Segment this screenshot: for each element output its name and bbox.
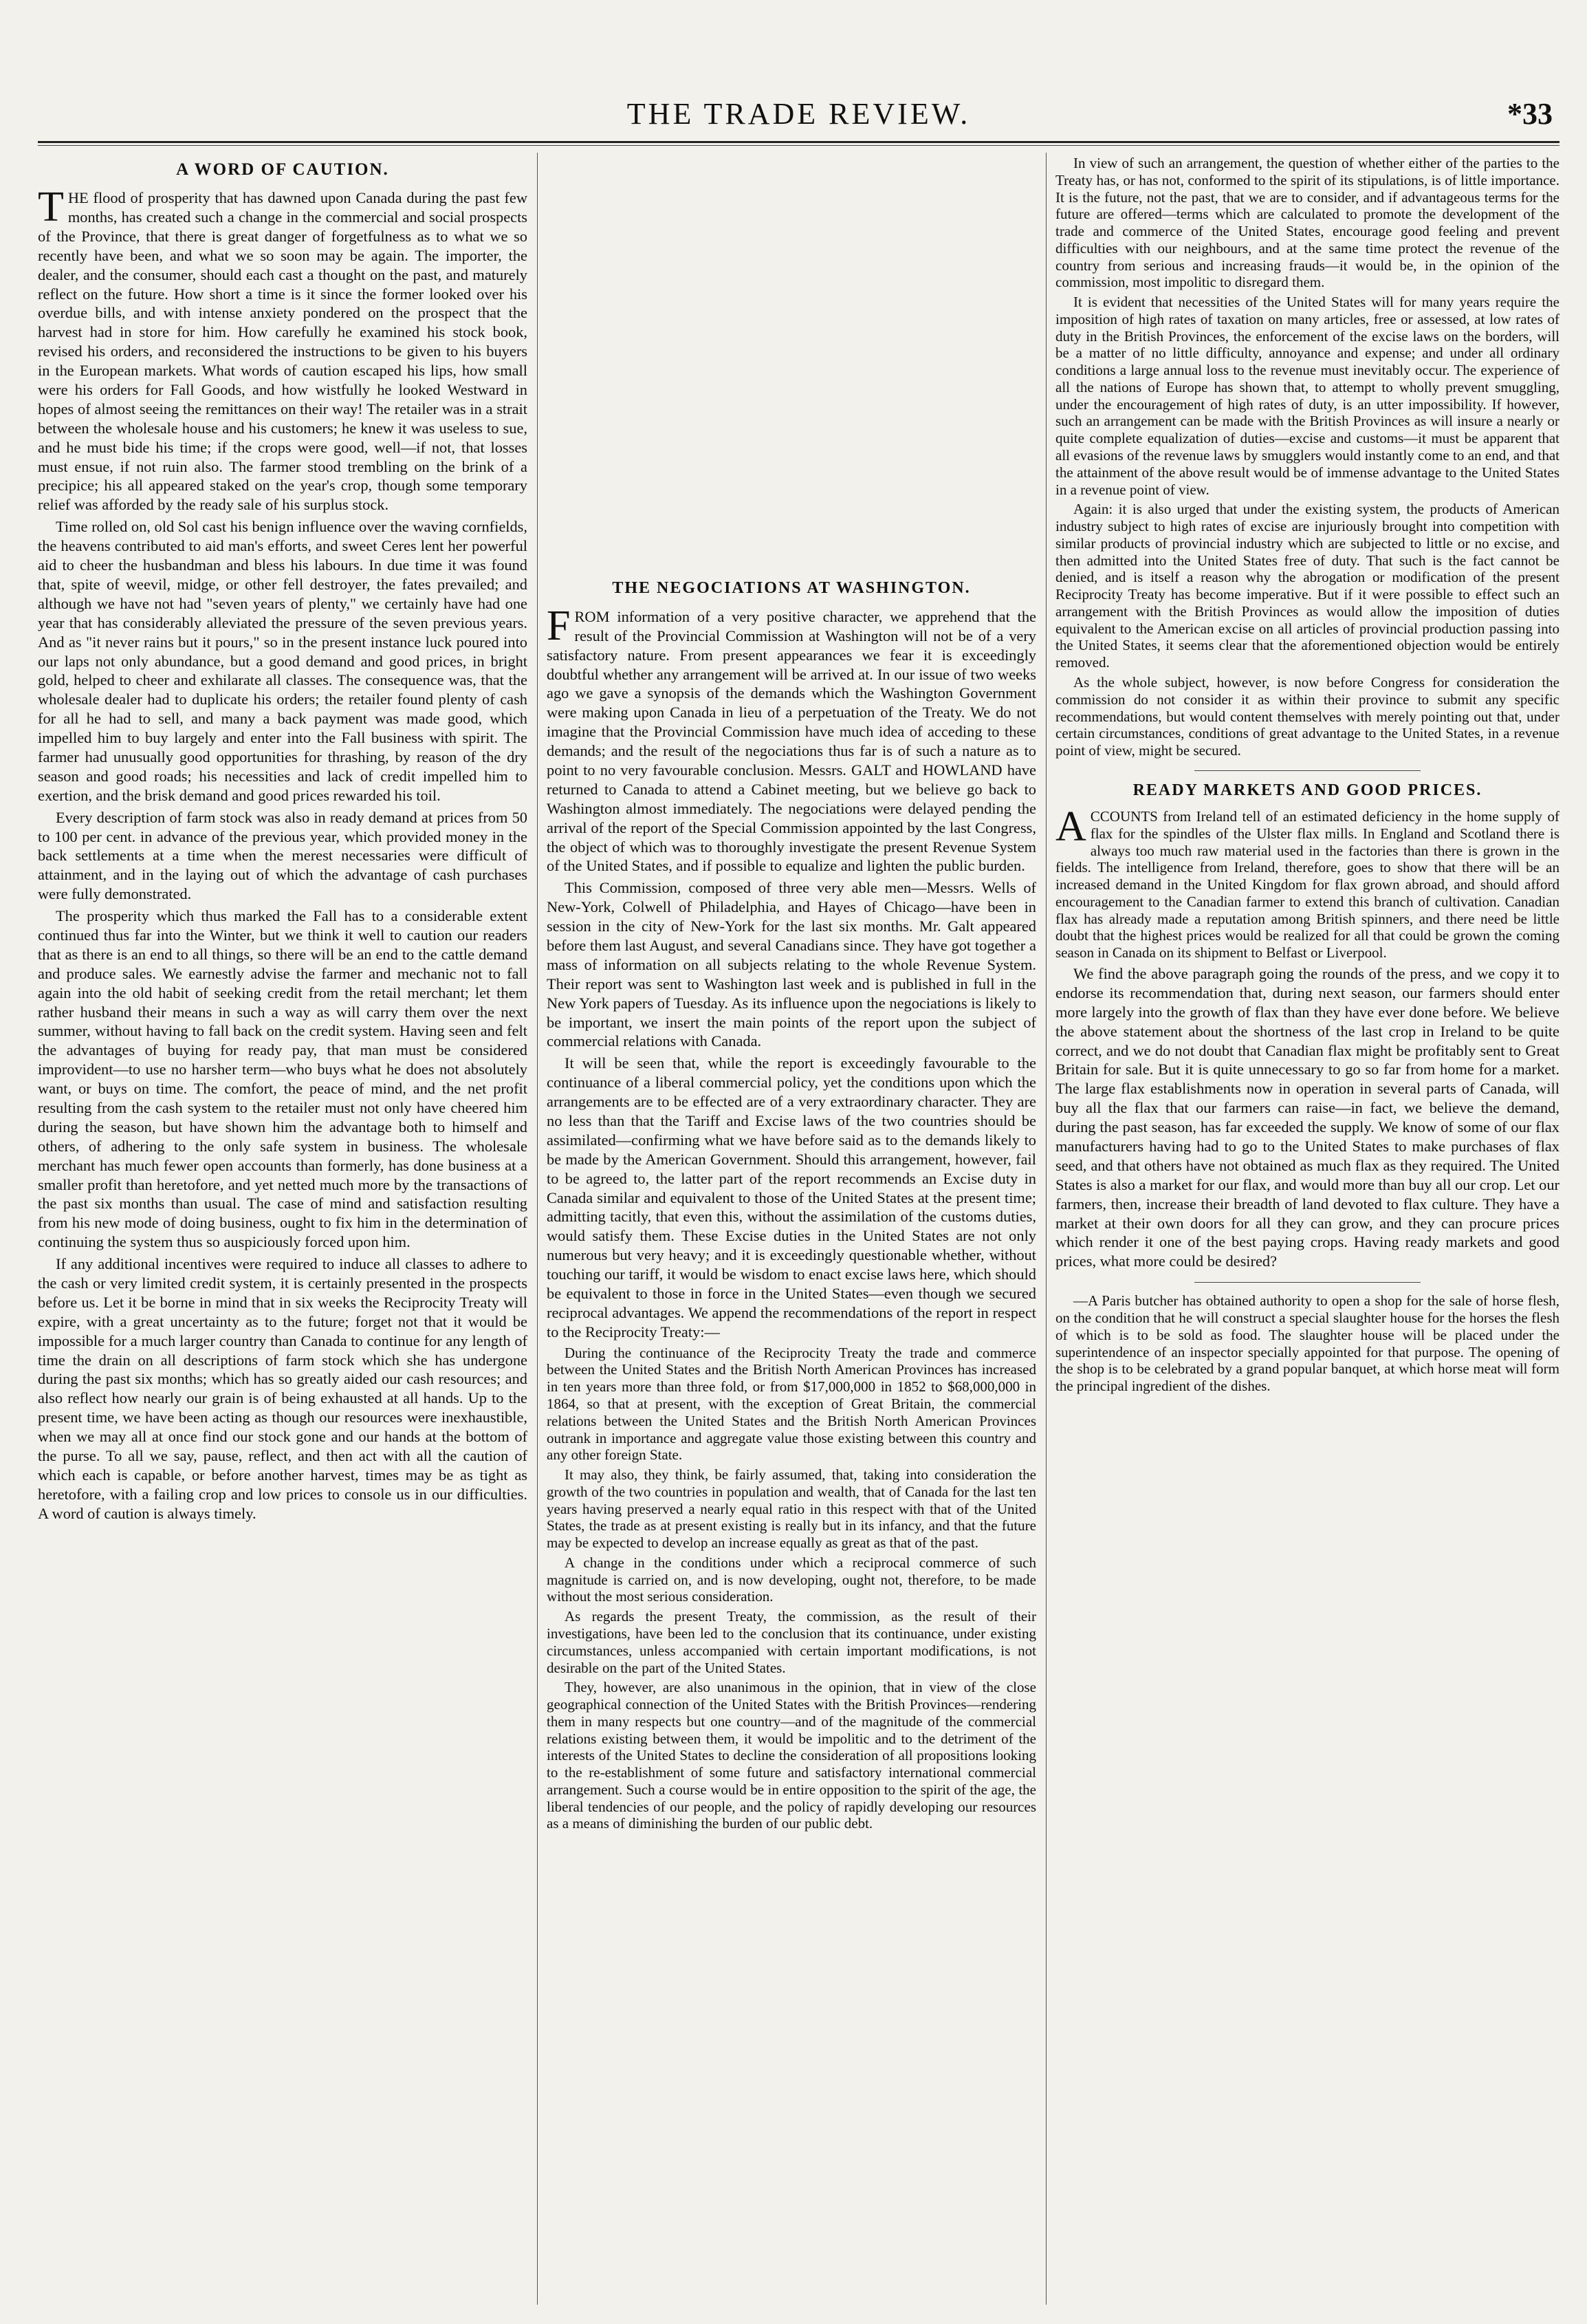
- drop-cap: F: [547, 602, 571, 649]
- article-paragraph: Every description of farm stock was also in ready demand at prices from 50 to 100 per cent. in advance of the previous year, which provided money in the back settlements at a time when the merest necessaries were difficult of attainment, and in the laying out of which the advantage of cash purchases were fully demonstrated.: [38, 808, 527, 903]
- page-header: [38, 96, 1559, 138]
- paragraph-text: ROM information of a very positive character, we apprehend that the result of the Provincial Commission at Washington will not be of a very satisfactory nature. From present appearances we fear it is exceedingly doubtful whether any arrangement will be arrived at. In our issue of two weeks ago we gave a synopsis of the demands which the Washington Government were making upon Canada in lieu of a perpetuation of the Treaty. We do not imagine that the Provincial Commission have much idea of acceding to these demands; and the result of the negociations thus far is of such a nature as to point to no very favourable conclusion. Messrs. GALT and HOWLAND have returned to Canada to attend a Cabinet meeting, but we believe go back to Washington almost immediately. The negociations were delayed pending the arrival of the report of the Special Commission appointed by the last Congress, the object of which was to thoroughly investigate the present Revenue System of the United States, and if possible to equalize and lighten the public burden.: [547, 607, 1036, 875]
- caution-continuation-space: [547, 155, 1036, 574]
- excerpt-paragraph: A change in the conditions under which a reciprocal commerce of such magnitude is carried on, and is now developing, ought not, therefore, to be made without the most serious consideration.: [547, 1554, 1036, 1605]
- excerpt-paragraph: As the whole subject, however, is now before Congress for consideration the commission do not consider it as within their province to submit any specific recommendations, but would content themselves with merely pointing out that, under certain circumstances, conditions of great advantage to the United States, in a revenue point of view, might be secured.: [1055, 673, 1559, 759]
- news-note: —A Paris butcher has obtained authority to open a shop for the sale of horse flesh, on the condition that he will construct a special slaughter house for the horses the flesh of which is to be sold as food. The slaughter house will be placed under the superintendence of an inspector specially appointed for that purpose. The opening of the shop is to be celebrated by a grand popular banquet, at which horse meat will form the principal ingredient of the dishes.: [1055, 1292, 1559, 1395]
- column-divider: [1046, 153, 1047, 2305]
- excerpt-paragraph: Again: it is also urged that under the existing system, the products of American industry subject to high rates of excise are injuriously brought into competition with similar products of provincial industry which are subjected to little or no excise, and then admitted into the United States free of duty. That such is the fact cannot be denied, and is itself a reason why the abrogation or modification of the present Reciprocity Treaty has become imperative. But if it were possible to effect such an arrangement with the British Provinces as would allow the imposition of duties equivalent to the American excise on all articles of provincial production passing into the United States, it seems clear that the aforementioned objection would be entirely removed.: [1055, 501, 1559, 671]
- article-title-markets: READY MARKETS AND GOOD PRICES.: [1132, 781, 1482, 799]
- column-3: [1055, 155, 1559, 2303]
- paragraph-text: CCOUNTS from Ireland tell of an estimated deficiency in the home supply of flax for the spindles of the Ulster flax mills. In England and Scotland there is always too much raw material used in the factories than there is grown in the fields. The intelligence from Ireland, therefore, goes to show that there will be an increased demand in the United Kingdom for flax grown abroad, and should afford encouragement to the Canadian farmer to extend this branch of cultivation. Canadian flax has already made a reputation among British spinners, and there need be little doubt that the highest prices would be realized for all that could be grown the coming season in Canada on its shipment to Belfast or Liverpool.: [1055, 808, 1559, 962]
- section-divider: [1194, 1282, 1421, 1283]
- article-paragraph: We find the above paragraph going the rounds of the press, and we copy it to endorse its recommendation that, during next season, our farmers should enter more largely into the growth of flax than they have ever done before. We believe the above statement about the shortness of the last crop in Ireland to be quite correct, and we do not doubt that Canadian flax might be profitably sent to Great Britain for sale. But it is quite unnecessary to go so far from home for a market. The large flax establishments now in operation in several parts of Canada, will buy all the flax that our farmers can raise—in fact, we believe the demand, during the past season, has far exceeded the supply. We know of some of our flax manufacturers having had to go to the United States to make purchases of flax seed, and that others have not obtained as much flax as they required. The United States is also a market for our flax, and would more than buy all our crop. Let our farmers, then, increase their breadth of land devoted to flax culture. They have a market at their own doors for all they can grow, and they can procure prices which render it one of the best paying crops. Having ready markets and good prices, what more could be desired?: [1055, 965, 1559, 1270]
- masthead-title: THE TRADE REVIEW.: [626, 97, 971, 131]
- drop-cap: A: [1055, 803, 1086, 851]
- excerpt-paragraph: They, however, are also unanimous in the opinion, that in view of the close geographical connection of the United States with the British Provinces—rendering them in many respects but one country—and of the magnitude of the commercial relations existing between them, it would be impolitic and to the detriment of the interests of the United States to decline the consideration of all propositions looking to the re-establishment of some future and satisfactory international commercial arrangement. Such a course would be in entire opposition to the spirit of the age, the liberal tendencies of our people, and the policy of rapidly developing our resources as a means of diminishing the burden of our public debt.: [547, 1679, 1036, 1832]
- article-paragraph: [547, 602, 1036, 876]
- article-paragraph: This Commission, composed of three very able men—Messrs. Wells of New-York, Colwell of Philadelphia, and Hayes of Chicago—have been in session in the city of New-York for the last six months. Mr. Galt appeared before them last August, and several Canadians since. They have got together a mass of information on all subjects relating to the whole Revenue System. Their report was sent to Washington last week and is published in full in the New York papers of Tuesday. As its influence upon the negociations is likely to be important, we insert the main points of the report upon the subject of commercial relations with Canada.: [547, 879, 1036, 1050]
- section-divider: [1194, 770, 1421, 771]
- report-excerpt: [547, 1345, 1036, 1832]
- excerpt-paragraph: During the continuance of the Reciprocity Treaty the trade and commerce between the United States and the British North American Provinces has increased in ten years more than three fold, or from $17,000,000 in 1852 to $68,000,000 in 1864, so that at present, with the exception of Great Britain, the commercial relations between the United States and the British North American Provinces outrank in importance and aggregate value those existing between this country and any other foreign State.: [547, 1344, 1036, 1464]
- article-paragraph: Time rolled on, old Sol cast his benign influence over the waving cornfields, the heavens contributed to aid man's efforts, and sweet Ceres lent her powerful aid to cheer the husbandman and bless his labours. In due time it was found that, spite of weevil, midge, or other fell destroyer, the fates prevailed; and although we have not had "seven years of plenty," we certainly have had one year that has considerably alleviated the pressure of the seven previous years. And as "it never rains but it pours," so in the present instance luck poured into our laps not only abundance, but a good demand and good prices, in bright gold, helped to cheer and exhilarate all classes. The consequence was, that the wholesale dealer had to duplicate his orders; the retailer found plenty of cash for all he had to sell, and many a back payment was made good, which impelled him to buy largely and enter into the Fall business with spirit. The farmer had unusually good opportunities for thrashing, by reason of the dry season and good roads; his necessities and lack of credit impelled him to exertion, and the brisk demand and good prices rewarded his toil.: [38, 518, 527, 804]
- article-paragraph: If any additional incentives were required to induce all classes to adhere to the cash or very limited credit system, it is certainly presented in the prospects before us. Let it be borne in mind that in six weeks the Reciprocity Treaty will expire, with a great uncertainty as to the future; forget not that it would be impossible for a much larger country than Canada to continue for any length of time the drain on all descriptions of farm stock which she has undergone during the past six months; which has so greatly aided our cash resources; and also reflect how nearly our grain is of being exhausted at all hands. Up to the present time, we have been acting as though our resources were inexhaustible, when we may all at once find our stock gone and our hands at the bottom of the purse. To all we say, pause, reflect, and then act with all the caution of which each is capable, or before another harvest, times may be as tight as heretofore, with a failing crop and low prices to console us in our difficulties. A word of caution is always timely.: [38, 1255, 527, 1522]
- column-2: [547, 155, 1036, 2303]
- column-divider: [537, 153, 538, 2305]
- article-paragraph: The prosperity which thus marked the Fall has to a considerable extent continued thus far into the Winter, but we think it well to caution our readers that as there is an end to all things, so there will be an end to the cattle demand and produce sales. We earnestly advise the farmer and mechanic not to fall again into the old habit of seeking credit from the retail merchant; let them rather husband their means in such a way as will carry them over the next summer, without having to fall back on the credit system. Having seen and felt the advantages of buying for ready pay, that man must be considered improvident—to use no harsher term—who buys what he does not absolutely want, or buys on time. The comfort, the peace of mind, and the net profit resulting from the cash system to the retailer must not only have cheered him during the season, but have shown him the advantage both to himself and others, of adhering to the only safe system in business. The wholesale merchant has much fewer open accounts than formerly, has done business at a smaller profit than heretofore, and yet netted much more by the transactions of the past six months than usual. The case of mind and satisfaction resulting from his new mode of doing business, ought to fix him in the determination of continuing the system thus so auspiciously forced upon him.: [38, 907, 527, 1251]
- excerpt-paragraph: It is evident that necessities of the United States will for many years require the imposition of high rates of taxation on many articles, free or assessed, at low rates of duty in the British Provinces, the enforcement of the excise laws on the borders, will be a matter of no little difficulty, annoyance and expense; and under all ordinary conditions a large annual loss to the revenue must inevitably occur. The experience of all the nations of Europe has shown that, to attempt to wholly prevent smuggling, under the encouragement of high rates of duty, is an utter impossibility. If however, such an arrangement can be made with the British Provinces as will insure a nearly or quite complete equalization of duties—excise and customs—it must be apparent that all evasions of the revenue laws by smugglers would instantly come to an end, and that the attainment of the above result would be of immense advantage to the United States in a revenue point of view.: [1055, 294, 1559, 498]
- article-title-caution: A WORD OF CAUTION.: [176, 160, 389, 179]
- article-paragraph: It will be seen that, while the report is exceedingly favourable to the continuance of a liberal commercial policy, yet the conditions upon which the arrangements are to be effected are of a very extraordinary character. They are no less than that the Tariff and Excise laws of the two countries should be assimilated—confirming what we have before said as to the demands likely to be made by the American Government. Should this arrangement, however, fail to be agreed to, the latter part of the report recommends an Excise duty in Canada similar and equivalent to those of the United States at the present time; admitting tacitly, that even this, without the assimilation of the customs duties, would satisfy them. These Excise duties in the United States are not only numerous but very heavy; and it is exceedingly questionable whether, without touching our tariff, it would be wisdom to enact excise laws here, which should be equivalent to those in force in the United States—even though we secured reciprocal advantages. We append the recommendations of the report in respect to the Reciprocity Treaty:—: [547, 1054, 1036, 1340]
- article-paragraph: [1055, 803, 1559, 962]
- article-title-negotiations: THE NEGOCIATIONS AT WASHINGTON.: [612, 579, 971, 597]
- excerpt-paragraph: In view of such an arrangement, the question of whether either of the parties to the Treaty has, or has not, conformed to the spirit of its stipulations, is of little importance. It is the future, not the past, that we are to consider, and if advantageous terms for the future are offered—terms which are calculated to promote the development of the trade and commerce of the United States, encourage good feeling and prevent difficulties with our neighbours, and at the same time protect the revenue of the country from serious and increasing frauds—it would be, in the opinion of the commission, most impolitic to disregard them.: [1055, 155, 1559, 291]
- page-number: *33: [1507, 97, 1553, 131]
- column-1: [38, 155, 527, 2303]
- paragraph-text: HE flood of prosperity that has dawned upon Canada during the past few months, has created such a change in the commercial and social prospects of the Province, that there is great danger of forgetfulness as to what we so recently have been, and what we so soon may be again. The importer, the dealer, and the consumer, should each cast a thought on the past, and maturely reflect on the future. How short a time is it since the former looked over his overdue bills, and with intense anxiety pondered on the prospect that the harvest had in store for him. How carefully he examined his stock book, revised his orders, and reconsidered the instructions to be given to his buyers in the European markets. What words of caution escaped his lips, how small were his orders for Fall Goods, and how wistfully he looked Westward in hopes of almost seeing the remittances on their way! The retailer was in a strait between the wholesale house and his customers; he knew it was useless to sue, and he must bide his time; if the crops were good, well—if not, that losses must ensue, if not ruin also. The farmer stood trembling on the brink of a precipice; his all appeared staked on the year's crop, though some temporary relief was afforded by the ready sale of his surplus stock.: [38, 189, 527, 514]
- drop-cap: T: [38, 184, 64, 231]
- excerpt-paragraph: It may also, they think, be fairly assumed, that, taking into consideration the growth of the two countries in population and wealth, that of Canada for the last ten years having preserved a nearly equal ratio in this respect with that of the United States, the trade as at present existing is really but in its infancy, and that the future may be expected to develop an increase equally as great as that of the past.: [547, 1466, 1036, 1552]
- article-paragraph: [38, 184, 527, 514]
- header-rule: [38, 141, 1559, 146]
- excerpt-paragraph: As regards the present Treaty, the commission, as the result of their investigations, have been led to the conclusion that its continuance, under existing circumstances, unless accompanied with certain important modifications, is not desirable on the part of the United States.: [547, 1608, 1036, 1676]
